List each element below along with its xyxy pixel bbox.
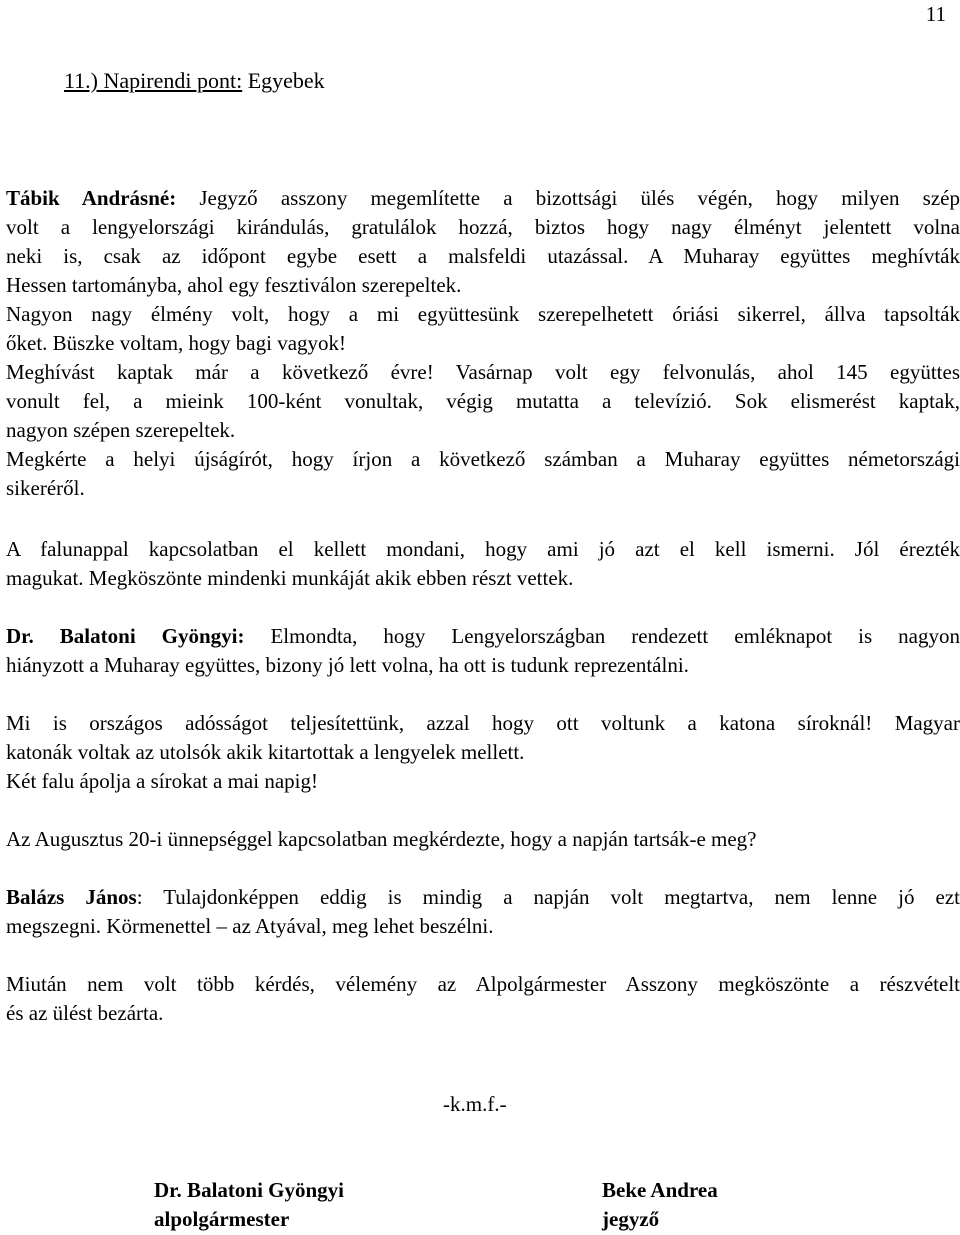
text-line: Mi is országos adósságot teljesítettünk, azzal hogy ott voltunk a katona síroknál! Magyar bbox=[6, 711, 960, 735]
text-line: neki is, csak az időpont egybe esett a malsfeldi utazással. A Muharay együttes meghívták bbox=[6, 244, 960, 268]
text-line: A falunappal kapcsolatban el kellett mondani, hogy ami jó azt el kell ismerni. Jól érezték bbox=[6, 537, 960, 561]
text-line: Az Augusztus 20-i ünnepséggel kapcsolatban megkérdezte, hogy a napján tartsák-e meg? bbox=[6, 827, 757, 851]
paragraph-closing bbox=[6, 970, 960, 1028]
text-line: őket. Büszke voltam, hogy bagi vagyok! bbox=[6, 331, 347, 355]
paragraph-balatoni bbox=[6, 622, 960, 680]
text-line: Megkérte a helyi újságírót, hogy írjon a következő számban a Muharay együttes németországi bbox=[6, 447, 960, 471]
text-line: vonult fel, a mieink 100-ként vonultak, végig mutatta a televízió. Sok elismerést kaptak, bbox=[6, 389, 960, 413]
paragraph-augusztus bbox=[6, 825, 960, 854]
text-line: Meghívást kaptak már a következő évre! Vasárnap volt egy felvonulás, ahol 145 együttes bbox=[6, 360, 960, 384]
signer-role: jegyző bbox=[602, 1207, 660, 1231]
text-line: nagyon szépen szerepeltek. bbox=[6, 418, 236, 442]
text-line: megszegni. Körmenettel – az Atyával, meg lehet beszélni. bbox=[6, 914, 494, 938]
text-line: és az ülést bezárta. bbox=[6, 1001, 164, 1025]
text-line: katonák voltak az utolsók akik kitartottak a lengyelek mellett. bbox=[6, 740, 525, 764]
text-line: hiányzott a Muharay együttes, bizony jó lett volna, ha ott is tudunk reprezentálni. bbox=[6, 653, 689, 677]
text-line: Hessen tartományba, ahol egy fesztiválon szerepeltek. bbox=[6, 273, 462, 297]
text-line: Két falu ápolja a sírokat a mai napig! bbox=[6, 769, 318, 793]
agenda-item-number: 11.) Napirendi pont: bbox=[64, 68, 243, 93]
paragraph-adossag bbox=[6, 709, 960, 796]
paragraph-falunap bbox=[6, 535, 960, 593]
signature-right bbox=[602, 1176, 718, 1234]
signer-name: Dr. Balatoni Gyöngyi bbox=[154, 1178, 345, 1202]
paragraph-tabik bbox=[6, 184, 960, 503]
text-line: volt a lengyelországi kirándulás, gratulálok hozzá, biztos hogy nagy élményt jelentett volna bbox=[6, 215, 960, 239]
text-line: Dr. Balatoni Gyöngyi: Elmondta, hogy Lengyelországban rendezett emléknapot is nagyon bbox=[6, 624, 960, 648]
signer-role: alpolgármester bbox=[154, 1207, 290, 1231]
agenda-heading bbox=[64, 68, 325, 94]
text-line: Tábik Andrásné: Jegyző asszony megemlítette a bizottsági ülés végén, hogy milyen szép bbox=[6, 186, 960, 210]
text-line: sikeréről. bbox=[6, 476, 85, 500]
speaker-name: Dr. Balatoni Gyöngyi: bbox=[6, 624, 245, 648]
text-line: Miután nem volt több kérdés, vélemény az Alpolgármester Asszony megköszönte a részvételt bbox=[6, 972, 960, 996]
paragraph-balazs bbox=[6, 883, 960, 941]
speaker-name: Balázs János bbox=[6, 885, 137, 909]
text-line: Balázs János: Tulajdonképpen eddig is mindig a napján volt megtartva, nem lenne jó ezt bbox=[6, 885, 960, 909]
kmf-closing-mark: -k.m.f.- bbox=[443, 1092, 507, 1116]
signature-left bbox=[154, 1176, 344, 1234]
text-line: magukat. Megköszönte mindenki munkáját akik ebben részt vettek. bbox=[6, 566, 574, 590]
page-number: 11 bbox=[925, 2, 946, 26]
speaker-name: Tábik Andrásné: bbox=[6, 186, 177, 210]
text-line: Nagyon nagy élmény volt, hogy a mi együttesünk szerepelhetett óriási sikerrel, állva tapsolták bbox=[6, 302, 960, 326]
signer-name: Beke Andrea bbox=[602, 1178, 718, 1202]
agenda-item-title: Egyebek bbox=[242, 68, 325, 93]
